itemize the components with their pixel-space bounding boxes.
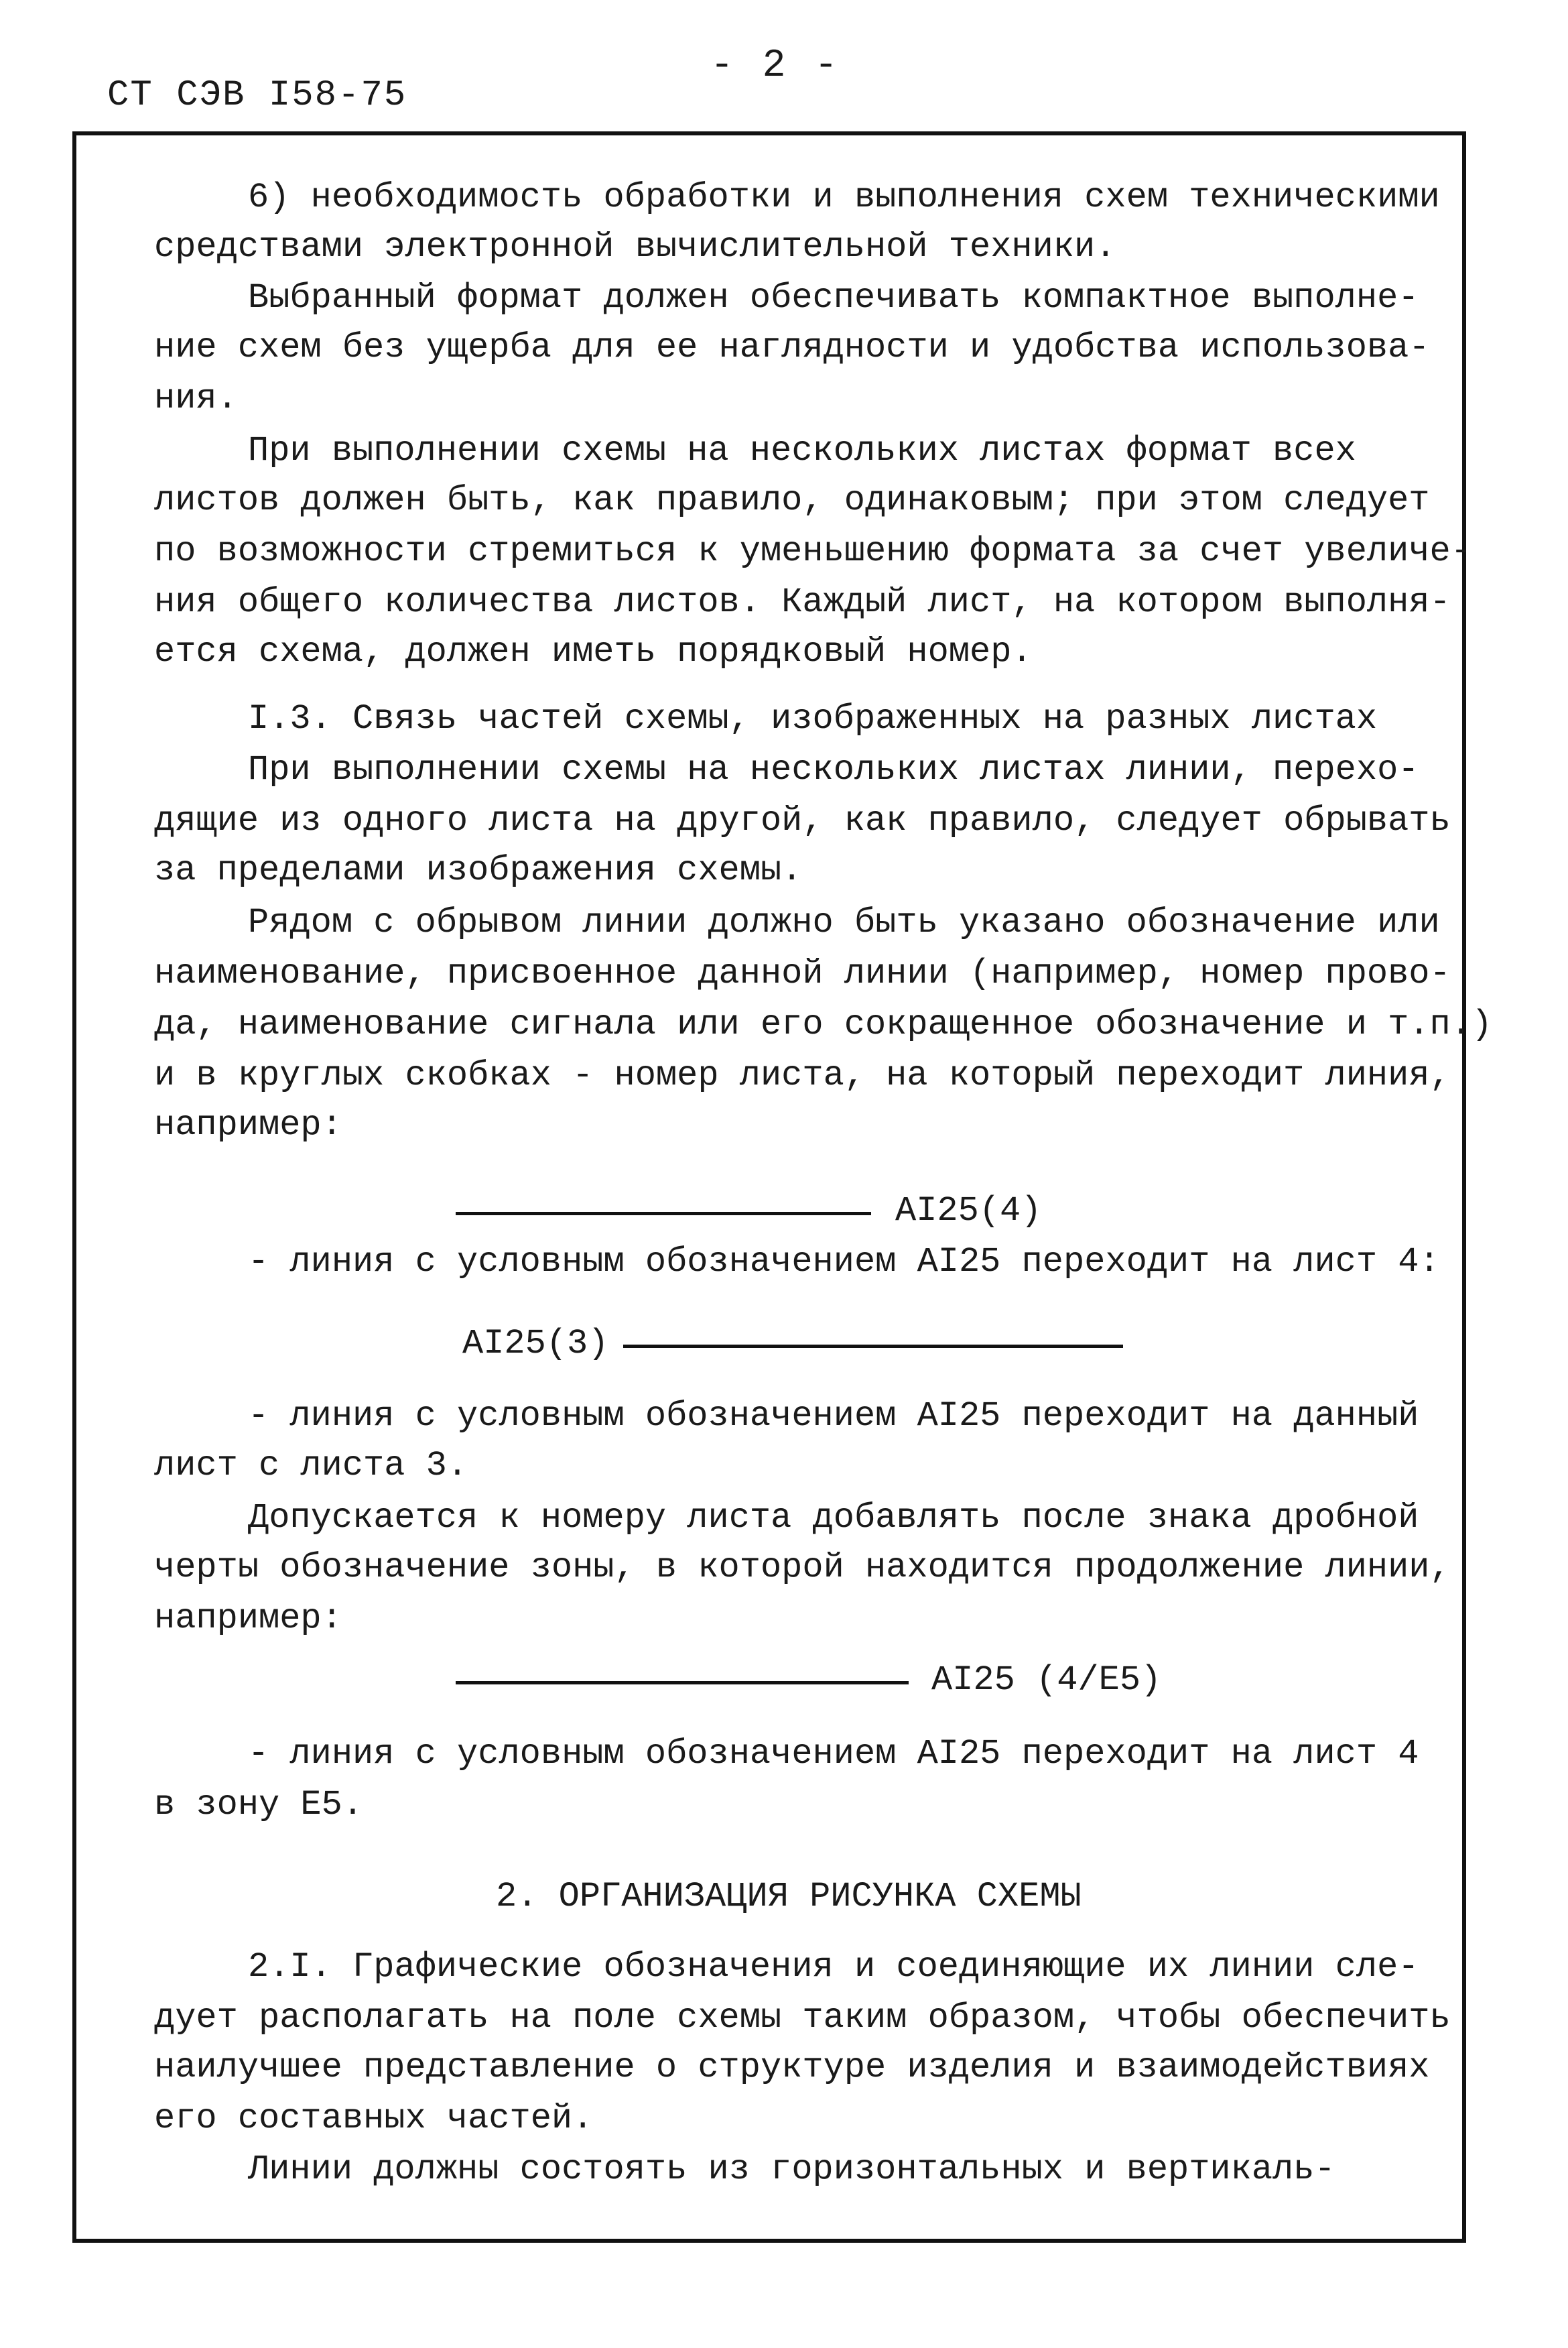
text-line: ния. bbox=[154, 379, 238, 418]
text-line: дует располагать на поле схемы таким образом, чтобы обеспечить bbox=[154, 1998, 1451, 2038]
text-line: черты обозначение зоны, в которой находится продолжение линии, bbox=[154, 1548, 1451, 1587]
text-line: например: bbox=[154, 1105, 342, 1145]
text-line: Выбранный формат должен обеспечивать компактное выполне- bbox=[248, 278, 1419, 318]
text-line: Линии должны состоять из горизонтальных и вертикаль- bbox=[248, 2150, 1335, 2189]
text-line: по возможности стремиться к уменьшению формата за счет увеличе- bbox=[154, 532, 1472, 571]
example-line-zone bbox=[456, 1681, 909, 1684]
text-line: - линия с условным обозначением AI25 переходит на лист 4: bbox=[248, 1242, 1440, 1282]
text-line: наилучшее представление о структуре изделия и взаимодействиях bbox=[154, 2048, 1430, 2087]
text-line: и в круглых скобках - номер листа, на который переходит линия, bbox=[154, 1056, 1451, 1095]
text-line: например: bbox=[154, 1599, 342, 1638]
example-line-outgoing bbox=[456, 1212, 871, 1215]
text-line: за пределами изображения схемы. bbox=[154, 851, 803, 890]
example-label: AI25(3) bbox=[462, 1324, 609, 1363]
text-line: Рядом с обрывом линии должно быть указано обозначение или bbox=[248, 903, 1440, 942]
text-line: листов должен быть, как правило, одинаковым; при этом следует bbox=[154, 481, 1430, 520]
example-line-incoming bbox=[623, 1345, 1123, 1348]
page-number: - 2 - bbox=[710, 44, 841, 88]
text-line: в зону E5. bbox=[154, 1785, 364, 1825]
text-line: При выполнении схемы на нескольких листах линии, перехо- bbox=[248, 750, 1419, 790]
text-line: ется схема, должен иметь порядковый номер. bbox=[154, 632, 1033, 672]
example-label: AI25(4) bbox=[895, 1191, 1042, 1231]
text-line: средствами электронной вычислительной техники. bbox=[154, 227, 1116, 267]
document-code: СТ СЭВ I58-75 bbox=[107, 75, 407, 116]
text-line: его составных частей. bbox=[154, 2099, 594, 2138]
text-line: Допускается к номеру листа добавлять после знака дробной bbox=[248, 1498, 1419, 1538]
example-label: AI25 (4/E5) bbox=[931, 1660, 1162, 1700]
text-line: При выполнении схемы на нескольких листах формат всех bbox=[248, 431, 1356, 471]
text-line: да, наименование сигнала или его сокращенное обозначение и т.п.) bbox=[154, 1005, 1493, 1044]
text-line: - линия с условным обозначением AI25 переходит на данный bbox=[248, 1396, 1419, 1436]
text-line: 2.I. Графические обозначения и соединяющие их линии сле- bbox=[248, 1947, 1419, 1987]
section-heading: 2. ОРГАНИЗАЦИЯ РИСУНКА СХЕМЫ bbox=[496, 1877, 1082, 1916]
text-line: ния общего количества листов. Каждый лист, на котором выполня- bbox=[154, 582, 1451, 622]
text-line: ние схем без ущерба для ее наглядности и удобства использова- bbox=[154, 328, 1430, 367]
text-line: лист с листа 3. bbox=[154, 1446, 468, 1485]
text-line: - линия с условным обозначением AI25 переходит на лист 4 bbox=[248, 1734, 1419, 1774]
text-line: 6) необходимость обработки и выполнения схем техническими bbox=[248, 178, 1440, 217]
subsection-title: I.3. Связь частей схемы, изображенных на разных листах bbox=[248, 699, 1378, 739]
text-line: наименование, присвоенное данной линии (например, номер прово- bbox=[154, 954, 1451, 993]
text-line: дящие из одного листа на другой, как правило, следует обрывать bbox=[154, 801, 1451, 841]
